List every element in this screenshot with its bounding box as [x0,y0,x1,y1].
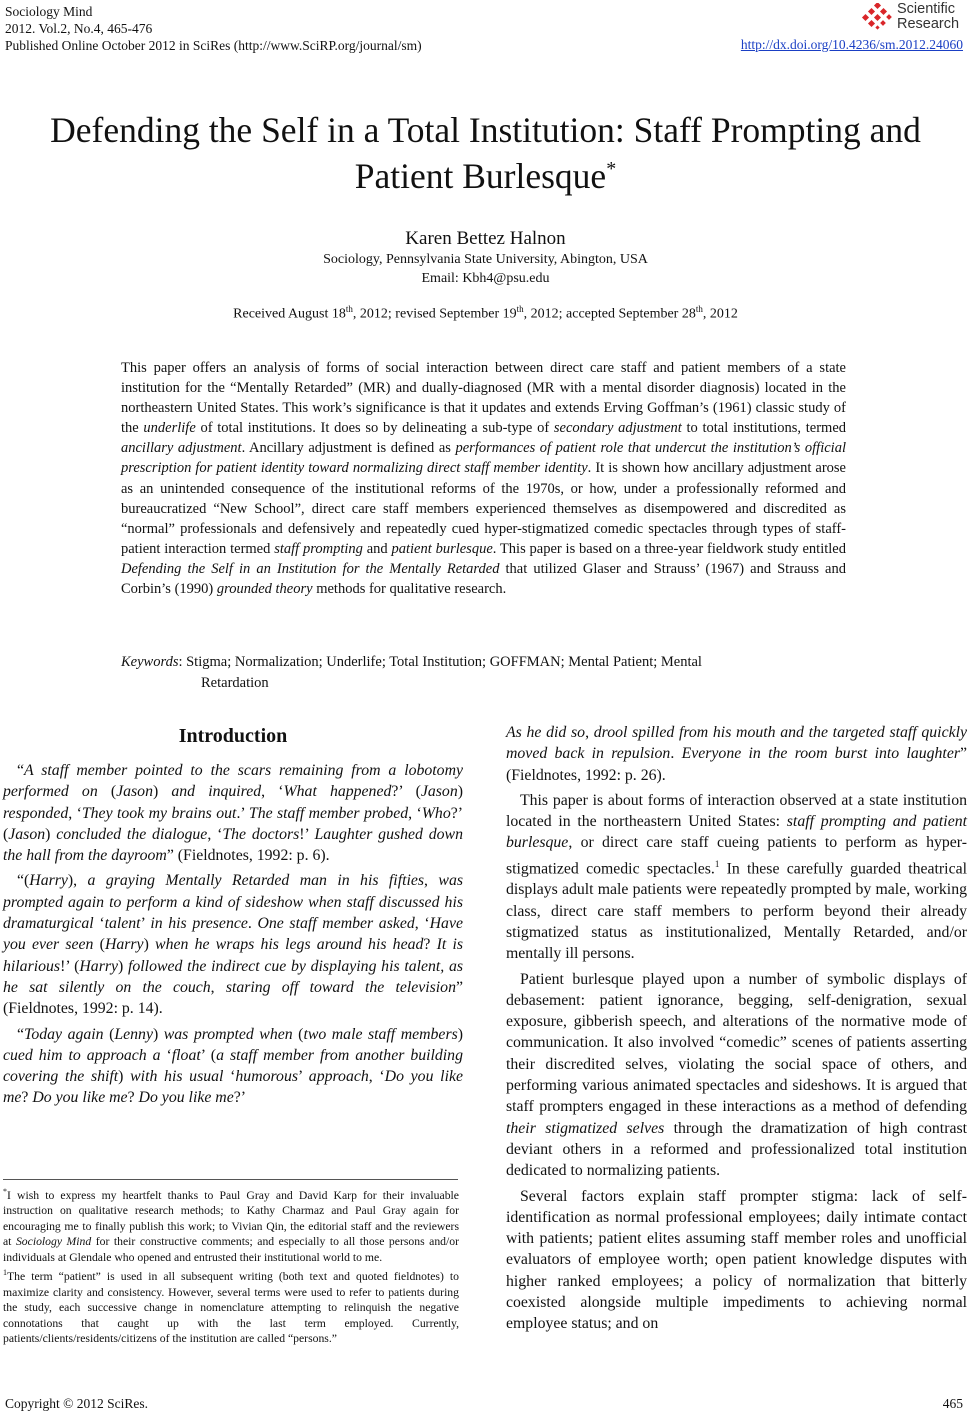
logo-text-research: Research [897,16,960,32]
italic-text: followed the indirect cue by displaying his talent, as he sat silently on the couch [3,957,464,996]
body-paragraph [3,760,463,866]
text-run: ’ [140,915,151,933]
text-run: ‘ [93,915,105,933]
italic-text: Today again [24,1025,104,1043]
footnote [3,1184,459,1265]
keywords-block [121,652,846,693]
paper-title-text: Defending the Self in a Total Institution: Staff Prompting and Patient Burlesque [50,110,921,196]
body-paragraph [3,870,463,1019]
text-run: ( [292,1025,304,1043]
text-run: , ‘ [414,915,430,933]
italic-text: Harry [29,872,68,890]
journal-header [5,3,422,54]
text-run: , ‘ [68,804,82,822]
keywords-list-continued: Retardation [201,674,269,691]
italic-text: Lenny [114,1025,153,1043]
text-run: ) [457,783,463,801]
text-run: of total institutions. It does so by delineating a sub-type of [195,420,554,437]
publication-info: Published Online October 2012 in SciRes (http://www.SciRP.org/journal/sm) [5,38,422,53]
title-footnote-mark: * [606,158,617,181]
italic-text: responded [3,804,69,822]
italic-text: and inquired [171,783,262,801]
italic-text: cued him to approach a [3,1046,161,1064]
italic-text: Have you ever seen [3,915,463,954]
text-run: ) [118,1068,131,1086]
accepted-date: , 2012; accepted September 28 [523,306,696,322]
abstract [121,358,846,599]
text-run: ) [457,1025,464,1043]
text-run: that utilized Glaser and Strauss’ (1967) and Strauss and Corbin’s (1990) [121,560,846,598]
author-email: Email: Kbh4@psu.edu [421,271,550,286]
text-run: ? [423,936,437,954]
logo-text-scientific: Scientific [897,1,956,17]
keywords-list: : Stigma; Normalization; Underlife; Total Institution; GOFFMAN; Mental Patient; Mental [178,654,702,670]
italic-text: Jason [116,783,153,801]
text-run: , ‘ [368,1068,385,1086]
italic-text: Jason [420,783,458,801]
received-dates [0,304,971,323]
italic-text: performances of patient role that undercut the institution’s official prescription for patient identity toward normalizing direct staff member identity [121,440,846,477]
italic-text: One staff member asked [257,915,415,933]
footnote-italic: Sociology Mind [15,1235,92,1249]
italic-text: underlife [143,420,196,437]
text-run: ’ [298,1068,309,1086]
italic-text: staring off toward the television [225,978,456,996]
text-run: ?’ ( [3,804,464,843]
italic-text: The staff member probed [248,804,409,822]
italic-text: Jason [8,825,46,843]
text-run: In these carefully guarded theatrical displays adult male patients were repeatedly prompted by male, working class, direct care staff members to perform beyond their already stigmatized status as institutionalized, Mentally Retarded, and/or mentally ill persons. [506,860,967,963]
footnote-mark: * [3,1187,7,1196]
italic-text: Who [421,804,451,822]
italic-text: when he wraps his legs around his head [155,936,424,954]
author-name: Karen Bettez Halnon [405,228,566,249]
section-heading-introduction: Introduction [178,725,288,747]
text-run: , ‘ [261,783,284,801]
year: , 2012 [702,306,738,322]
text-run: .’ [236,804,249,822]
text-run: !’ ( [60,957,80,975]
footnote [3,1265,459,1346]
footnote-text: The term “patient” is used in all subsequent writing (both text and quoted fieldnotes) to maximize clarity and consistency. However, several terms were used to refer to patients during the study, each successive change in nomenclature attempting to relinquish the negative connotations that caught up with the last term employed. Currently, patients/clients/residents/citizens of the institution are called “persons.” [3,1270,459,1346]
volume-info: 2012. Vol.2, No.4, 465-476 [5,21,153,36]
italic-text: was prompted when [163,1025,293,1043]
text-run: ” (Fieldnotes, 1992: p. 26). [506,745,967,784]
text-run: through the dramatization of high contrast deviant others in a reformed and professionalized total institution dedicated to normalizing patients. [506,1119,968,1180]
text-run: Patient burlesque played upon a number of symbolic displays of debasement: patient ignorance, begging, self-denigration, sexual exposure, gibberish speech, and alterations of the normative mode of communication. It also involved “comedic” scenes of patients asserting their discredited selves, violating the social space of others, and performing various animated spectacles and sideshows. It is argued that staff prompters engaged in these interactions as a method of defending [506,970,967,1116]
text-run: methods for qualitative research. [312,581,507,598]
copyright: Copyright © 2012 SciRes. [5,1396,149,1411]
italic-text: was prompted again to perform a kind of sideshow when staff discussed his dramaturgical [3,872,463,933]
text-run: , [424,872,439,890]
text-run: , [210,978,226,996]
text-run: , [585,724,594,741]
page-number: 465 [942,1396,963,1411]
italic-text: Everyone in the room burst into laughter [681,745,960,763]
italic-text: humorous [235,1068,298,1086]
italic-text: in his presence [150,915,248,933]
left-column [3,722,463,1113]
text-run: “( [17,872,30,890]
ordinal-suffix: th [345,304,353,314]
ordinal-suffix: th [516,304,524,314]
body-paragraph [506,969,967,1182]
text-run: , or direct care staff cueing patients to perform as hyper-stigmatized comedic spectacles. [506,834,967,878]
text-run: . Ancillary adjustment is defined as [241,440,456,457]
body-paragraph [506,790,967,965]
keywords-label: Keywords [121,654,179,670]
italic-text: ancillary adjustment [121,440,242,457]
ordinal-suffix: th [695,304,703,314]
right-column [506,722,967,1339]
footnote-text: for their constructive comments; and especially to all those persons and/or individuals at Glendale who opened and entrusted their institutional world to me. [3,1235,459,1264]
italic-text: A staff member pointed to the scars remaining from a lobotomy performed on [3,762,463,801]
italic-text: staff prompting and patient burlesque [506,813,967,852]
text-run: , ‘ [408,804,422,822]
italic-text: float [171,1046,201,1064]
text-run: . [247,915,258,933]
text-run: ” (Fieldnotes, 1992: p. 6). [166,847,330,865]
italic-text: As he did so [506,724,586,741]
italic-text: patient burlesque [391,540,493,557]
text-run: This paper is about forms of interaction observed at a state institution located in the northeastern United States: [506,791,967,831]
text-run: ) [152,1025,164,1043]
italic-text: a graying Mentally Retarded man in his fifties [87,872,425,890]
italic-text: Do you like me [138,1089,234,1107]
text-run: , ‘ [207,825,223,843]
affiliation: Sociology, Pennsylvania State University, Abington, USA [323,252,648,267]
text-run: ( [97,783,117,801]
body-paragraph [3,1024,463,1109]
received-date: Received August 18 [233,306,346,322]
text-run: ) [152,783,172,801]
text-run: ? [127,1089,139,1107]
italic-text: Harry [79,957,119,975]
italic-text: Laughter gushed down the hall from the dayroom [3,825,463,865]
italic-text: their stigmatized selves [506,1119,665,1137]
italic-text: approach [308,1068,369,1086]
italic-text: Do you like me [3,1068,463,1107]
text-run: ), [67,872,88,890]
text-run: ? [21,1089,33,1107]
text-run: ‘ [223,1068,236,1086]
footnote-text: I wish to express my heartfelt thanks to Paul Gray and David Karp for their invaluable instruction on qualitative research methods; to Kathy Charmaz and Paul Gray again for encouraging me to finally publish this work; to Vivian Qin, the editorial staff and the reviewers at [3,1188,459,1249]
text-run: ‘ [160,1046,172,1064]
revised-date: , 2012; revised September 19 [352,306,517,322]
text-run: . [670,745,682,763]
italic-text: The doctors [222,825,300,843]
italic-text: with his usual [130,1068,224,1086]
italic-text: concluded the dialogue [56,825,208,843]
text-run: ) [118,957,128,975]
text-run: !’ [299,825,315,843]
scirp-logo-icon [861,3,893,31]
italic-text: They took my brains out [81,804,237,822]
footnote-mark: 1 [3,1268,7,1278]
footnotes [3,1184,459,1347]
text-run: ?’ ( [391,783,421,801]
body-paragraph [506,1186,967,1335]
italic-text: Defending the Self in an Institution for the Mentally Retarded [121,560,500,577]
italic-text: What happened [283,783,392,801]
italic-text: Do you like me [32,1089,128,1107]
text-run: Several factors explain staff prompter stigma: lack of self-identification as normal professional employees; daily intimate contact with patients; patient elites assuming staff member roles and unofficial evaluators of employee worth; open patient knowledge disputes with higher ranked employees; a policy of normalization that bitterly coexisted alongside multiple impediments to achieving normal employee status; and on [506,1187,967,1333]
italic-text: talent [104,915,141,933]
italic-text: secondary adjustment [553,420,682,437]
text-run: ( [93,936,105,954]
journal-name: Sociology Mind [5,4,93,19]
italic-text: staff prompting [274,540,363,557]
footnote-ref[interactable]: 1 [714,858,720,869]
text-run: ’ ( [200,1046,217,1064]
publisher-logo [861,0,961,36]
text-run: and [362,540,392,557]
italic-text: a staff member from another building covering the shift [3,1046,463,1086]
paper-title [40,107,931,199]
text-run: ( [103,1025,115,1043]
doi-link[interactable]: http://dx.doi.org/10.4236/sm.2012.24060 [740,37,963,52]
text-run: “ [17,762,25,779]
text-run: ” (Fieldnotes, 1992: p. 14). [3,978,463,1018]
text-run: . This paper is based on a three-year fieldwork study entitled [492,540,846,557]
body-paragraph [506,722,967,786]
text-run: ?’ [233,1089,247,1107]
text-run: This paper offers an analysis of forms of social interaction between direct care staff and patient members of a state institution for the “Mentally Retarded” (MR) and dually-diagnosed (MR with a mental disorder diagnosis) located in the northeastern United States. This work’s significance is that it updates and extends Erving Goffman’s (1961) classic study of the [121,360,846,437]
italic-text: two male staff members [303,1025,458,1043]
text-run: ) [143,936,156,954]
italic-text: Harry [104,936,144,954]
text-run: to total institutions, termed [681,420,846,437]
text-run: ) [45,825,57,843]
italic-text: It is hilarious [3,936,463,975]
italic-text: drool spilled from his mouth and the targeted staff quickly moved back in repulsion [506,724,967,763]
text-run: . It is shown how ancillary adjustment arose as an unintended consequence of the institutional reforms of the 1970s, or how, under a professionally reformed and bureaucratized “New School”, direct care staff members experienced themselves as disempowered and discredited as “normal” professionals and defensively and repeatedly cued hyper-stigmatized comedic spectacles through types of staff-patient interaction termed [121,460,846,557]
text-run: “ [17,1025,25,1043]
italic-text: grounded theory [216,581,313,598]
footnote-divider [3,1179,458,1180]
author-affiliation-block [0,250,971,288]
